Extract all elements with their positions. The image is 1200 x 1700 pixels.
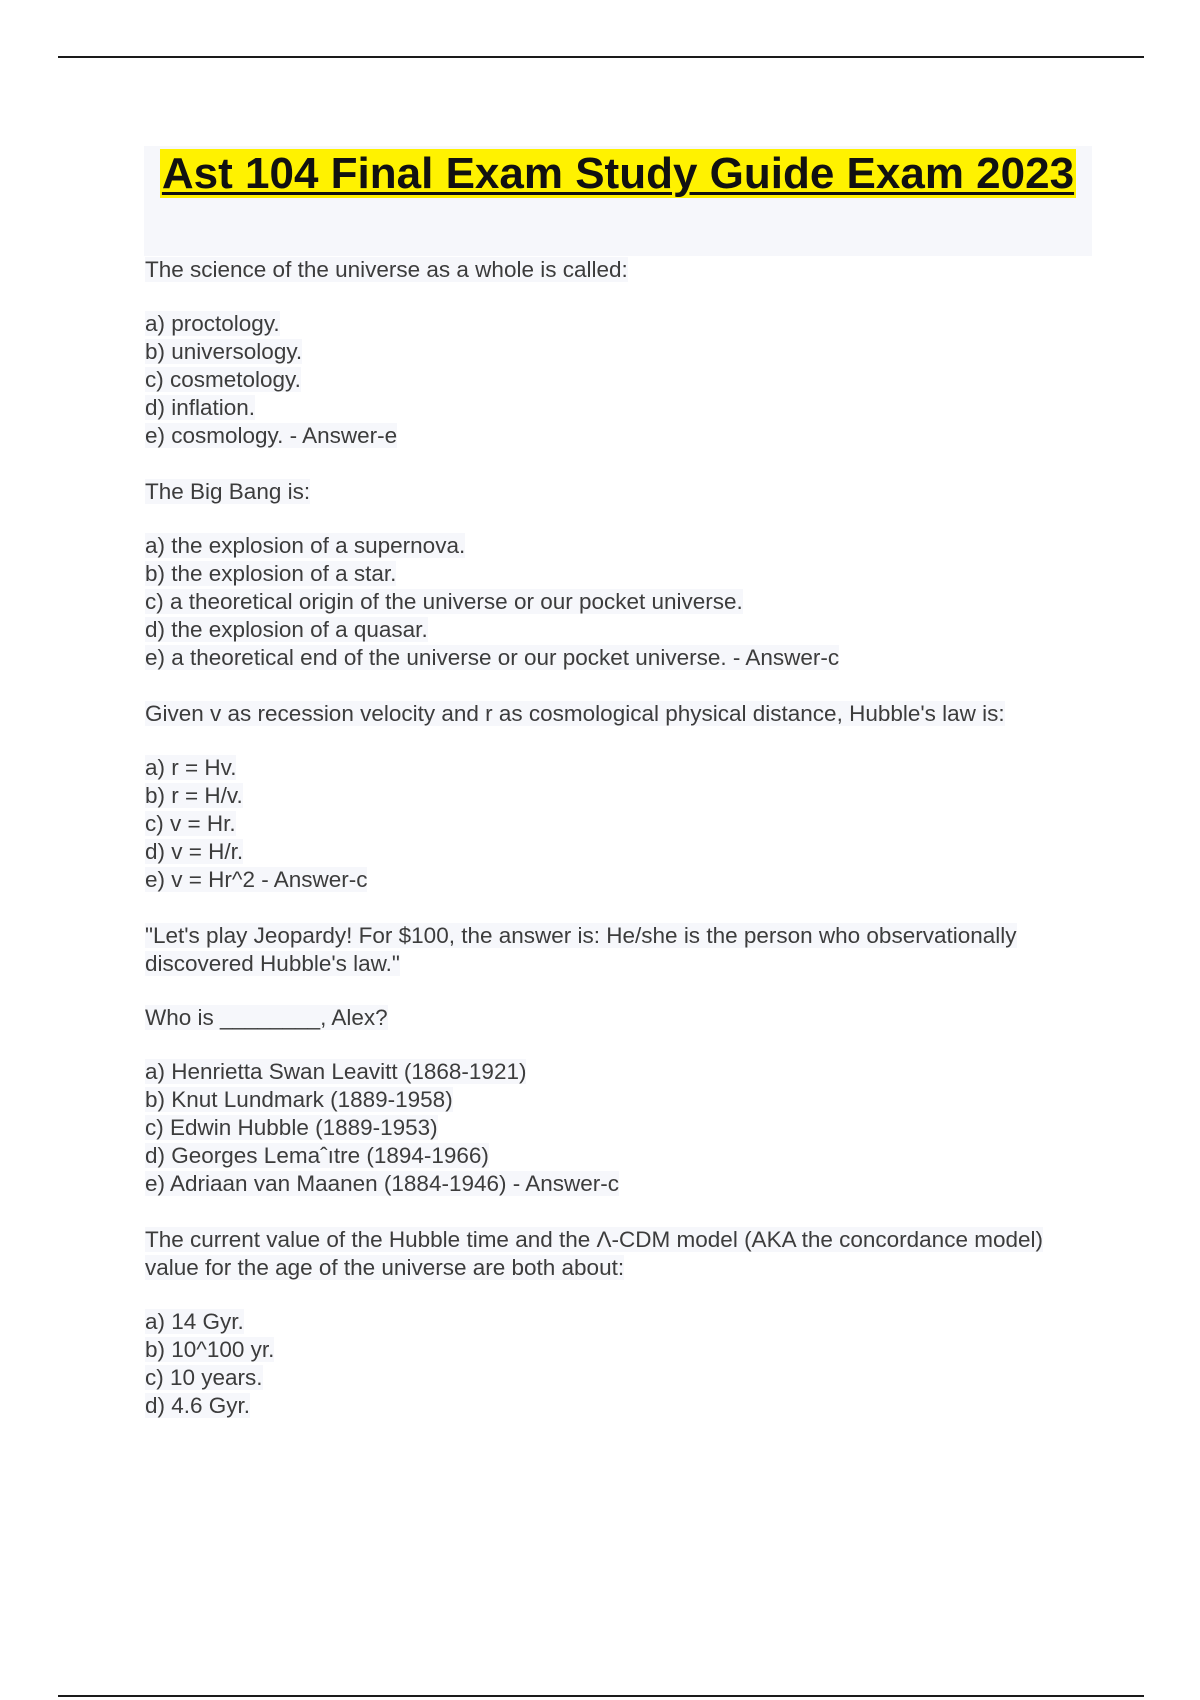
option-item: b) universology. [145, 339, 303, 364]
option-item: d) the explosion of a quasar. [145, 617, 428, 642]
option-item: d) v = H/r. [145, 839, 244, 864]
option-item: a) proctology. [145, 311, 280, 336]
header-rule [58, 56, 1144, 58]
option-item: b) r = H/v. [145, 783, 243, 808]
question-5-prompt: The current value of the Hubble time and the Λ-CDM model (AKA the concordance model) value for the age of the universe are both about: [145, 1227, 1043, 1280]
question-3-options [145, 754, 1085, 894]
title-block [144, 146, 1092, 256]
question-4-options [145, 1058, 1085, 1198]
question-3-prompt: Given v as recession velocity and r as cosmological physical distance, Hubble's law is: [145, 701, 1005, 726]
option-item: a) 14 Gyr. [145, 1309, 244, 1334]
footer-rule [58, 1695, 1144, 1697]
option-item: b) 10^100 yr. [145, 1337, 275, 1362]
option-item: b) the explosion of a star. [145, 561, 397, 586]
question-2-options [145, 532, 1085, 672]
option-item: e) cosmology. - Answer-e [145, 423, 398, 448]
question-4-followup: Who is ________, Alex? [145, 1005, 388, 1030]
document-title-text: Ast 104 Final Exam Study Guide Exam 2023 [161, 149, 1075, 198]
option-item: e) v = Hr^2 - Answer-c [145, 867, 368, 892]
option-item: c) 10 years. [145, 1365, 263, 1390]
question-5-options [145, 1308, 1085, 1420]
option-item: a) r = Hv. [145, 755, 237, 780]
question-1-options [145, 310, 1085, 450]
document-body [145, 256, 1085, 1448]
option-item: c) cosmetology. [145, 367, 301, 392]
option-item: c) Edwin Hubble (1889-1953) [145, 1115, 438, 1140]
option-item: b) Knut Lundmark (1889-1958) [145, 1087, 453, 1112]
option-item: a) Henrietta Swan Leavitt (1868-1921) [145, 1059, 527, 1084]
option-item: e) Adriaan van Maanen (1884-1946) - Answer-c [145, 1171, 620, 1196]
question-2-prompt: The Big Bang is: [145, 479, 311, 504]
question-4-prompt: "Let's play Jeopardy! For $100, the answer is: He/she is the person who observationally discovered Hubble's law." [145, 923, 1017, 976]
option-item: a) the explosion of a supernova. [145, 533, 466, 558]
option-item: d) Georges Lemaˆıtre (1894-1966) [145, 1143, 489, 1168]
document-title [144, 146, 1092, 200]
option-item: c) a theoretical origin of the universe or our pocket universe. [145, 589, 743, 614]
option-item: c) v = Hr. [145, 811, 236, 836]
question-1-prompt: The science of the universe as a whole is called: [145, 257, 628, 282]
option-item: e) a theoretical end of the universe or our pocket universe. - Answer-c [145, 645, 840, 670]
option-item: d) inflation. [145, 395, 256, 420]
option-item: d) 4.6 Gyr. [145, 1393, 251, 1418]
